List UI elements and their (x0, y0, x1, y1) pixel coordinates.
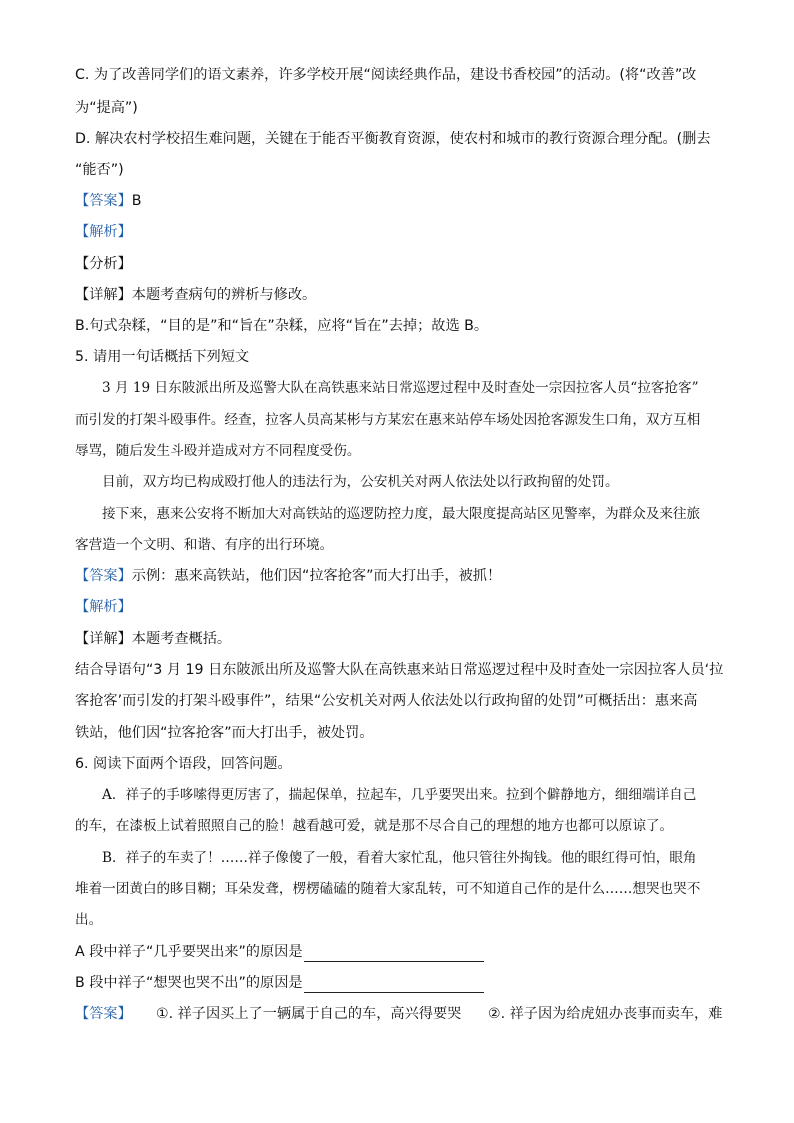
answer-value: B (131, 193, 142, 209)
answer-q4 (75, 191, 142, 211)
passage-b-3: 出。 (75, 912, 103, 928)
q4-explanation: B.句式杂糅，“目的是”和“旨在”杂糅，应将“旨在”去掉；故选 B。 (75, 318, 489, 334)
blank-line-a (304, 945, 484, 962)
analysis-tag: 【解析】 (75, 224, 132, 240)
answer-q5: 【答案】示例：惠来高铁站，他们因“拉客抢客”而大打出手，被抓！ (75, 568, 502, 584)
q5-explanation-3: 铁站，他们因“拉客抢客”而大打出手，被处罚。 (75, 725, 374, 741)
passage-5-p2: 目前，双方均已构成殴打他人的违法行为，公安机关对两人依法处以行政拘留的处罚。 (102, 474, 619, 490)
answer-q6: 【答案】 (75, 1006, 132, 1022)
answer-q6-part1: ①. 祥子因买上了一辆属于自己的车，高兴得要哭 (156, 1006, 462, 1022)
option-d-line2: “能否”) (75, 162, 124, 178)
fill-blank-b: B 段中祥子“想哭也哭不出”的原因是 (75, 973, 484, 993)
blank-line-b (304, 976, 484, 993)
passage-a-2: 的车，在漆板上试着照照自己的脸！越看越可爱，就是那不尽合自己的理想的地方也都可以原谅了。 (75, 818, 674, 834)
passage-b-2: 堆着一团黄白的眵目糊；耳朵发聋，楞楞磕磕的随着大家乱转，可不知道自己作的是什么……想哭也哭不 (75, 881, 701, 897)
fenxi-tag: 【分析】 (75, 256, 132, 272)
passage-b-1: B．祥子的车卖了！……祥子像傻了一般，看着大家忙乱，他只管往外掏钱。他的眼红得可怕，眼角 (102, 850, 697, 866)
passage-5-p1c: 辱骂，随后发生斗殴并造成对方不同程度受伤。 (75, 443, 361, 459)
analysis-tag-q5: 【解析】 (75, 599, 132, 615)
answer-tag: 【答案】 (75, 193, 132, 209)
detail-q5: 【详解】本题考查概括。 (75, 631, 232, 647)
passage-5-p1b: 而引发的打架斗殴事件。经查，拉客人员高某彬与方某宏在惠来站停车场处因抢客源发生口角，双方互相 (75, 412, 701, 428)
passage-a-1: A．祥子的手哆嗦得更厉害了，揣起保单，拉起车，几乎要哭出来。拉到个僻静地方，细细端详自己 (102, 787, 697, 803)
option-c-line2: 为“提高”) (75, 100, 138, 116)
question-5: 5. 请用一句话概括下列短文 (75, 349, 250, 365)
fill-blank-a: A 段中祥子“几乎要哭出来”的原因是 (75, 942, 484, 962)
answer-q6-part2: ②. 祥子因为给虎妞办丧事而卖车，难 (488, 1006, 723, 1022)
passage-5-p3a: 接下来，惠来公安将不断加大对高铁站的巡逻防控力度，最大限度提高站区见警率，为群众及来往旅 (102, 506, 701, 522)
question-6: 6. 阅读下面两个语段，回答问题。 (75, 756, 292, 772)
detail-tag: 【详解】 (75, 287, 132, 303)
option-d-line1: D. 解决农村学校招生难问题，关键在于能否平衡教育资源，使农村和城市的教行资源合理分配。(删去 (75, 131, 711, 147)
q5-explanation-1: 结合导语句“3 月 19 日东陂派出所及巡警大队在高铁惠来站日常巡逻过程中及时查处一宗因拉客人员‘拉 (75, 662, 724, 678)
detail-q4: 【详解】本题考查病句的辨析与修改。 (75, 287, 317, 303)
passage-5-p1a: 3 月 19 日东陂派出所及巡警大队在高铁惠来站日常巡逻过程中及时查处一宗因拉客人员“拉客抢客” (102, 380, 699, 396)
option-c-line1: C. 为了改善同学们的语文素养，许多学校开展“阅读经典作品，建设书香校园”的活动。(将“改善”改 (75, 67, 697, 83)
passage-5-p3b: 客营造一个文明、和谐、有序的出行环境。 (75, 537, 334, 553)
q5-explanation-2: 客抢客’而引发的打架斗殴事件”，结果“公安机关对两人依法处以行政拘留的处罚”可概括出：惠来高 (75, 693, 698, 709)
